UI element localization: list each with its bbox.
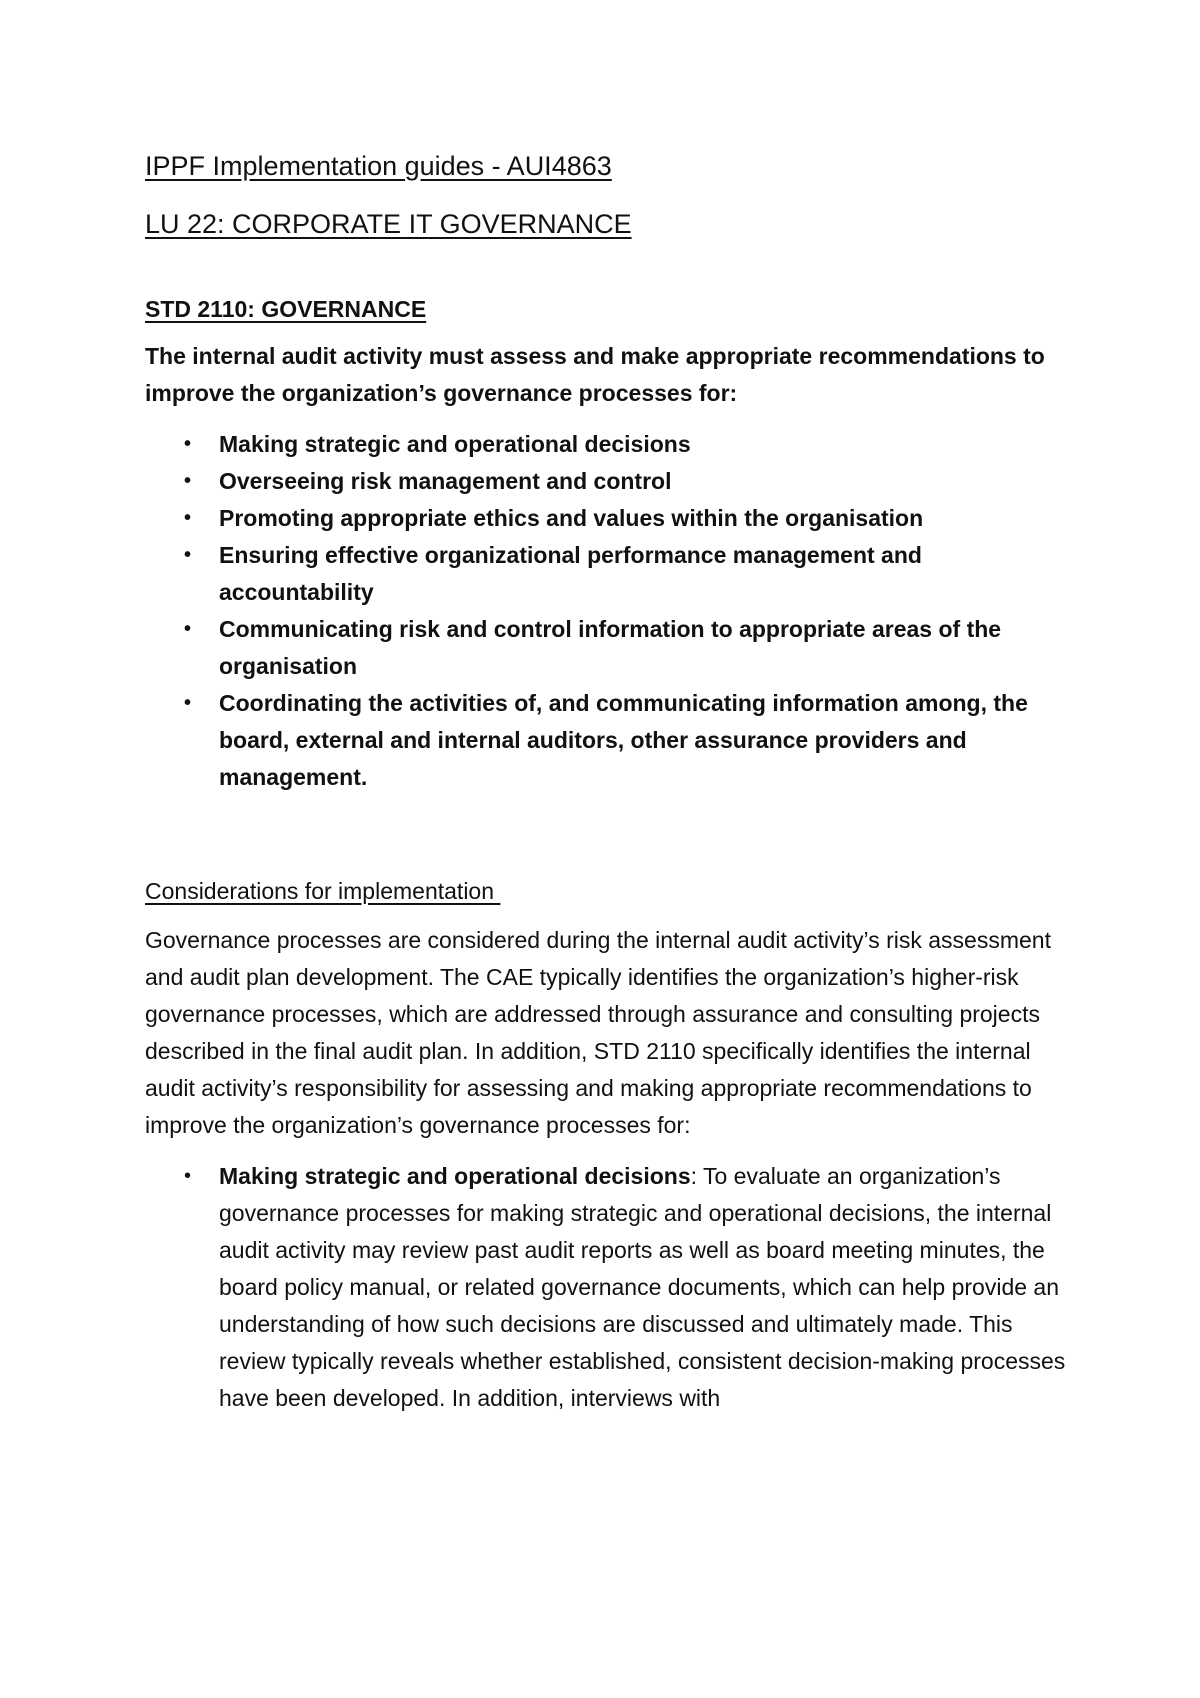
list-item-text: Making strategic and operational decisions [219, 431, 691, 457]
list-item [145, 500, 1075, 537]
bullet-icon: • [184, 1165, 192, 1187]
considerations-paragraph: Governance processes are considered during the internal audit activity’s risk assessment and audit plan development. The CAE typically identifies the organization’s higher-risk governance processes, which are addressed through assurance and consulting projects described in the final audit plan. In addition, STD 2110 specifically identifies the internal audit activity’s responsibility for assessing and making appropriate recommendations to improve the organization’s governance processes for: [145, 927, 1051, 1138]
list-item-text: Promoting appropriate ethics and values within the organisation [219, 505, 924, 531]
list-item [145, 611, 1075, 685]
document-page [145, 148, 1075, 1417]
list-item-text: Overseeing risk management and control [219, 468, 672, 494]
unit-title: LU 22: CORPORATE IT GOVERNANCE [145, 209, 632, 239]
bullet-icon: • [184, 544, 192, 566]
bullet-icon: • [184, 470, 192, 492]
bullet-icon: • [184, 507, 192, 529]
document-title: IPPF Implementation guides - AUI4863 [145, 151, 612, 181]
list-item-text: Ensuring effective organizational performance management and accountability [219, 542, 922, 605]
list-item-text: Communicating risk and control information to appropriate areas of the organisation [219, 616, 1002, 679]
considerations-heading: Considerations for implementation [145, 878, 501, 904]
bullet-icon: • [184, 433, 192, 455]
list-item-text: Coordinating the activities of, and communicating information among, the board, external and internal auditors, other assurance providers and management. [219, 690, 1028, 790]
bullet-icon: • [184, 618, 192, 640]
standard-intro: The internal audit activity must assess and make appropriate recommendations to improve the organization’s governance processes for: [145, 343, 1045, 406]
list-item [145, 426, 1075, 463]
bullet-icon: • [184, 692, 192, 714]
list-item [145, 685, 1075, 796]
detail-item-label: Making strategic and operational decisions [219, 1163, 691, 1189]
considerations-detail-list [145, 1158, 1075, 1417]
governance-process-list [145, 426, 1075, 796]
list-item [145, 1158, 1075, 1417]
list-item [145, 537, 1075, 611]
list-item [145, 463, 1075, 500]
standard-heading: STD 2110: GOVERNANCE [145, 296, 427, 322]
detail-item-text: : To evaluate an organization’s governance processes for making strategic and operational decisions, the internal audit activity may review past audit reports as well as board meeting minutes, the board policy manual, or related governance documents, which can help provide an understanding of how such decisions are discussed and ultimately made. This review typically reveals whether established, consistent decision-making processes have been developed. In addition, interviews with [219, 1163, 1066, 1411]
